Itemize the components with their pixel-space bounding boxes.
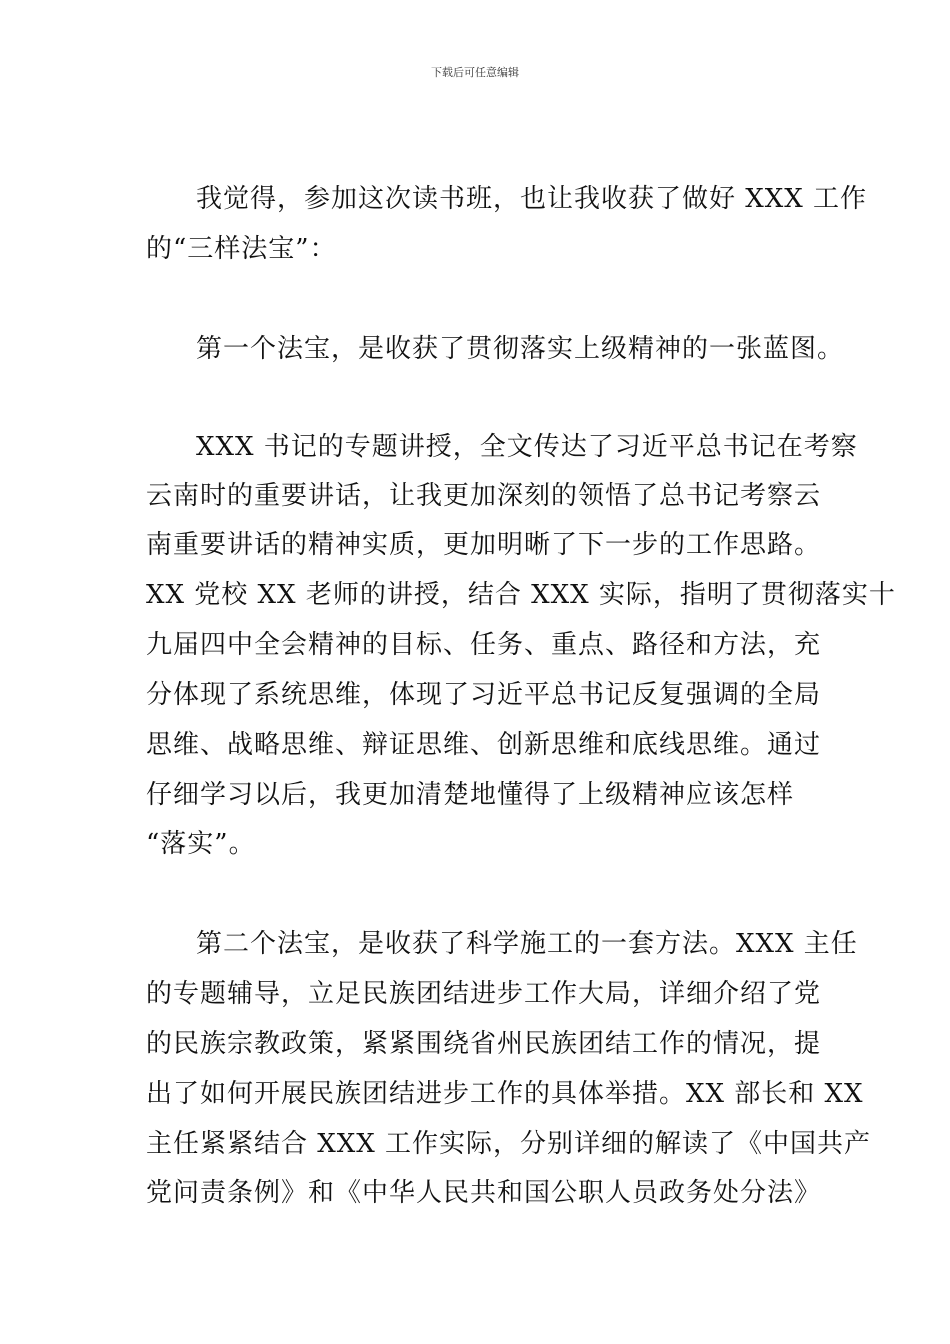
paragraph-4-line-3: 的民族宗教政策，紧紧围绕省州民族团结工作的情况，提 — [146, 1029, 822, 1059]
paragraph-3-line-7: 思维、战略思维、辩证思维、创新思维和底线思维。通过 — [146, 730, 822, 760]
page-header: 下载后可任意编辑 — [431, 66, 519, 79]
paragraph-1-line-2: 的“三样法宝”： — [146, 234, 337, 264]
paragraph-4-line-5: 主任紧紧结合 XXX 工作实际，分别详细的解读了《中国共产 — [146, 1129, 872, 1159]
paragraph-3-line-4: XX 党校 XX 老师的讲授，结合 XXX 实际，指明了贯彻落实十 — [146, 580, 896, 610]
paragraph-4-line-4: 出了如何开展民族团结进步工作的具体举措。XX 部长和 XX — [146, 1079, 864, 1109]
paragraph-3-line-6: 分体现了系统思维，体现了习近平总书记反复强调的全局 — [146, 680, 822, 710]
paragraph-3-line-8: 仔细学习以后，我更加清楚地懂得了上级精神应该怎样 — [146, 780, 795, 810]
paragraph-3-line-5: 九届四中全会精神的目标、任务、重点、路径和方法，充 — [146, 630, 822, 660]
paragraph-3-line-1: XXX 书记的专题讲授，全文传达了习近平总书记在考察 — [196, 432, 858, 462]
paragraph-4-line-2: 的专题辅导，立足民族团结进步工作大局，详细介绍了党 — [146, 979, 822, 1009]
paragraph-4-line-6: 党问责条例》和《中华人民共和国公职人员政务处分法》 — [146, 1178, 822, 1208]
paragraph-3-line-9: “落实”。 — [146, 829, 256, 859]
paragraph-1-line-1: 我觉得，参加这次读书班，也让我收获了做好 XXX 工作 — [196, 184, 868, 214]
paragraph-4-line-1: 第二个法宝，是收获了科学施工的一套方法。XXX 主任 — [196, 929, 858, 959]
paragraph-3-line-3: 南重要讲话的精神实质，更加明晰了下一步的工作思路。 — [146, 530, 822, 560]
paragraph-2-line-1: 第一个法宝，是收获了贯彻落实上级精神的一张蓝图。 — [196, 334, 845, 364]
paragraph-3-line-2: 云南时的重要讲话，让我更加深刻的领悟了总书记考察云 — [146, 481, 822, 511]
